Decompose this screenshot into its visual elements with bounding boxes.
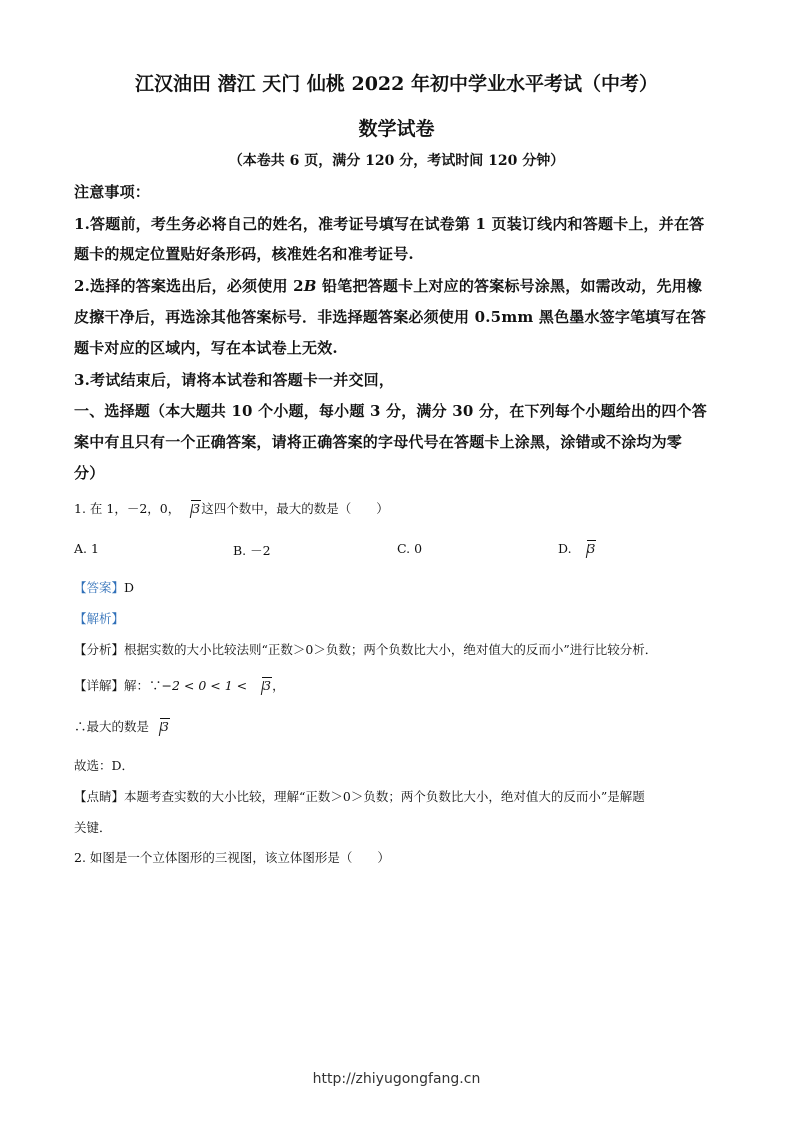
notice-item-3: 3.考试结束后，请将本试卷和答题卡一并交回， — [74, 371, 395, 389]
q1-conclusion — [74, 717, 170, 735]
q1-stem-b: 这四个数中，最大的数是（ ） — [201, 501, 389, 516]
notice-item-2-text-c: 铅笔把答题卡上对应的答案标号涂黑，如需改动，先用橡 — [316, 277, 703, 295]
q1-choice: 故选：D． — [74, 758, 135, 773]
notice-item-2-text-a: 2.选择的答案选出后，必须使用 2 — [74, 277, 304, 295]
page-title: 江汉油田 潜江 天门 仙桃 2022 年初中学业水平考试（中考） — [135, 73, 658, 95]
q1-option-b: B. －2 — [233, 543, 271, 558]
notice-item-2-italic-b: B — [303, 277, 317, 295]
xiangjie-text: 【详解】解：∵ — [74, 678, 162, 693]
answer-value: D — [124, 580, 135, 595]
page-subtitle: 数学试卷 — [358, 118, 435, 140]
exam-info: （本卷共 6 页，满分 120 分，考试时间 120 分钟） — [228, 153, 565, 169]
section-1-heading-line-3: 分） — [74, 464, 105, 482]
xiangjie-comma: ， — [272, 678, 285, 693]
notice-item-1-line-1: 1.答题前，考生务必将自己的姓名，准考证号填写在试卷第 1 页装订线内和答题卡上，并在答 — [74, 215, 705, 233]
q1-option-d — [558, 541, 596, 556]
inequality-math: −2 < 0 < 1 < — [161, 678, 252, 693]
q1-stem-a: 1. 在 1，－2，0， — [74, 501, 181, 516]
q1-option-d-label: D. — [558, 541, 576, 556]
sqrt-symbol: 3 — [253, 678, 272, 693]
section-1-heading-line-2: 案中有且只有一个正确答案，请将正确答案的字母代号在答题卡上涂黑，涂错或不涂均为零 — [74, 433, 683, 451]
q1-xiangjie — [74, 676, 285, 694]
sqrt-symbol: 3 — [182, 501, 201, 516]
q1-dianjing-line-1: 【点睛】本题考查实数的大小比较，理解“正数＞0＞负数；两个负数比大小，绝对值大的反而小”是解题 — [74, 789, 645, 804]
notice-heading: 注意事项： — [74, 183, 151, 201]
q1-answer — [74, 578, 134, 596]
notice-item-1-line-2: 题卡的规定位置贴好条形码，核准姓名和准考证号. — [74, 245, 414, 263]
notice-item-2-line-2: 皮擦干净后，再选涂其他答案标号．非选择题答案必须使用 0.5mm 黑色墨水签字笔填写在答 — [74, 308, 707, 326]
footer-url[interactable]: http://zhiyugongfang.cn — [312, 1071, 481, 1087]
q1-dianjing-line-2: 关键． — [74, 820, 112, 835]
answer-tag: 【答案】 — [74, 580, 125, 595]
q1-option-a: A. 1 — [74, 541, 99, 556]
question-2-stem: 2. 如图是一个立体图形的三视图，该立体图形是（ ） — [74, 850, 390, 865]
analysis-tag: 【解析】 — [74, 611, 125, 626]
q1-fenxi: 【分析】根据实数的大小比较法则“正数＞0＞负数；两个负数比大小，绝对值大的反而小”进行比较分析． — [74, 642, 658, 657]
sqrt-symbol: 3 — [151, 719, 170, 734]
section-1-heading-line-1: 一、选择题（本大题共 10 个小题，每小题 3 分，满分 30 分，在下列每个小题给出的四个答 — [74, 402, 707, 420]
q1-option-c: C. 0 — [397, 541, 423, 556]
notice-item-2-line-3: 题卡对应的区域内，写在本试卷上无效. — [74, 339, 338, 357]
question-1-stem — [74, 499, 389, 517]
conclusion-text: ∴最大的数是 — [74, 719, 150, 734]
notice-item-2-line-1 — [74, 275, 702, 296]
sqrt-symbol: 3 — [578, 541, 597, 556]
